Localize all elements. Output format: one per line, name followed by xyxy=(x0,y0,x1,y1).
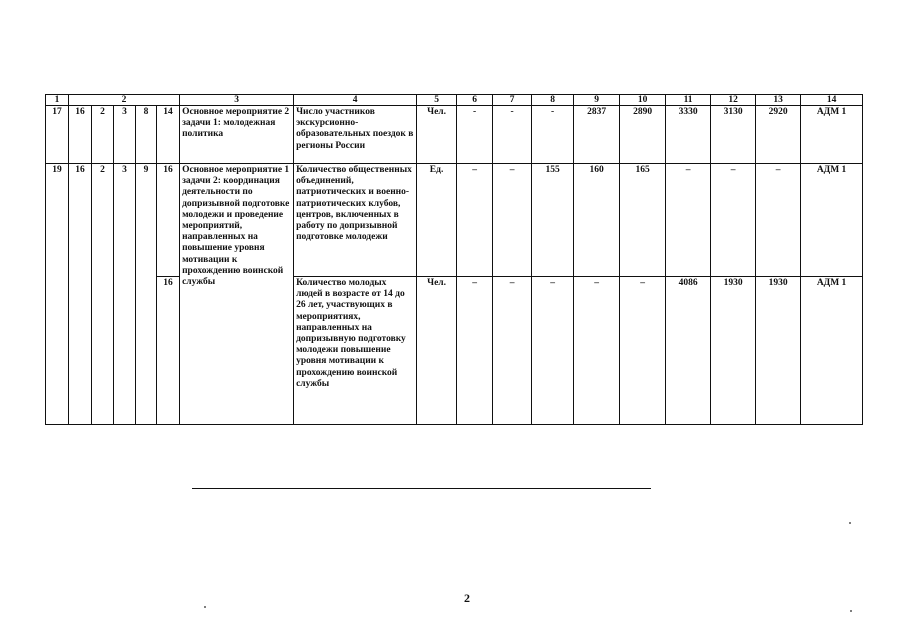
value-cell: – xyxy=(574,277,620,425)
value-cell: 3330 xyxy=(666,106,711,164)
value-cell: 2920 xyxy=(756,106,801,164)
value-cell: – xyxy=(666,164,711,277)
value-cell: – xyxy=(457,164,493,277)
value-cell: - xyxy=(493,106,532,164)
col-header-11: 11 xyxy=(666,95,711,106)
value-cell: 2837 xyxy=(574,106,620,164)
code-cell: 16 xyxy=(69,164,92,425)
col-header-14: 14 xyxy=(801,95,863,106)
col-header-8: 8 xyxy=(532,95,574,106)
value-cell: 4086 xyxy=(666,277,711,425)
unit-cell: Ед. xyxy=(417,164,457,277)
scan-speck xyxy=(849,522,851,524)
event-cell: Основное мероприятие 2 задачи 1: молодежная политика xyxy=(180,106,294,164)
col-header-3: 3 xyxy=(180,95,294,106)
header-row xyxy=(46,95,863,106)
program-table xyxy=(45,94,863,425)
value-cell: – xyxy=(493,164,532,277)
col-header-12: 12 xyxy=(711,95,756,106)
col-header-4: 4 xyxy=(294,95,417,106)
value-cell: - xyxy=(457,106,493,164)
value-cell: 1930 xyxy=(711,277,756,425)
value-cell: 160 xyxy=(574,164,620,277)
code-cell: 8 xyxy=(136,106,157,164)
unit-cell: Чел. xyxy=(417,106,457,164)
code-cell: 16 xyxy=(157,277,180,425)
indicator-cell: Число участников экскурсионно-образовательных поездок в регионы России xyxy=(294,106,417,164)
code-cell: 14 xyxy=(157,106,180,164)
indicator-cell: Количество молодых людей в возрасте от 14 до 26 лет, участвующих в мероприятиях, направленных на допризывную подготовку молодежи повышение уровня мотивации к прохождению воинской службы xyxy=(294,277,417,425)
unit-cell: Чел. xyxy=(417,277,457,425)
executor-cell: АДМ 1 xyxy=(801,106,863,164)
value-cell: 155 xyxy=(532,164,574,277)
code-cell: 16 xyxy=(69,106,92,164)
scan-speck xyxy=(204,606,206,608)
value-cell: – xyxy=(620,277,666,425)
table-row xyxy=(46,106,863,164)
col-header-2: 2 xyxy=(69,95,180,106)
value-cell: 2890 xyxy=(620,106,666,164)
col-header-5: 5 xyxy=(417,95,457,106)
scan-speck xyxy=(850,610,852,612)
indicator-cell: Количество общественных объединений, патриотических и военно-патриотических клубов, центров, включенных в работу по допризывной подготовке молодежи xyxy=(294,164,417,277)
horizontal-rule xyxy=(192,488,651,489)
value-cell: 165 xyxy=(620,164,666,277)
code-cell: 19 xyxy=(46,164,69,425)
value-cell: 1930 xyxy=(756,277,801,425)
col-header-7: 7 xyxy=(493,95,532,106)
col-header-13: 13 xyxy=(756,95,801,106)
code-cell: 9 xyxy=(136,164,157,425)
page-number: 2 xyxy=(464,591,470,605)
code-cell: 2 xyxy=(92,106,114,164)
executor-cell: АДМ 1 xyxy=(801,164,863,277)
table-row xyxy=(46,164,863,277)
code-cell: 16 xyxy=(157,164,180,277)
value-cell: – xyxy=(532,277,574,425)
value-cell: – xyxy=(493,277,532,425)
table-row xyxy=(46,277,863,425)
value-cell: – xyxy=(711,164,756,277)
col-header-6: 6 xyxy=(457,95,493,106)
value-cell: – xyxy=(457,277,493,425)
code-cell: 3 xyxy=(114,106,136,164)
code-cell: 3 xyxy=(114,164,136,425)
value-cell: – xyxy=(756,164,801,277)
value-cell: - xyxy=(532,106,574,164)
col-header-1: 1 xyxy=(46,95,69,106)
event-cell: Основное мероприятие 1 задачи 2: координация деятельности по допризывной подготовке молодежи и проведение мероприятий, направленных на повышение уровня мотивации к прохождению воинской службы xyxy=(180,164,294,425)
code-cell: 2 xyxy=(92,164,114,425)
col-header-9: 9 xyxy=(574,95,620,106)
value-cell: 3130 xyxy=(711,106,756,164)
col-header-10: 10 xyxy=(620,95,666,106)
executor-cell: АДМ 1 xyxy=(801,277,863,425)
code-cell: 17 xyxy=(46,106,69,164)
